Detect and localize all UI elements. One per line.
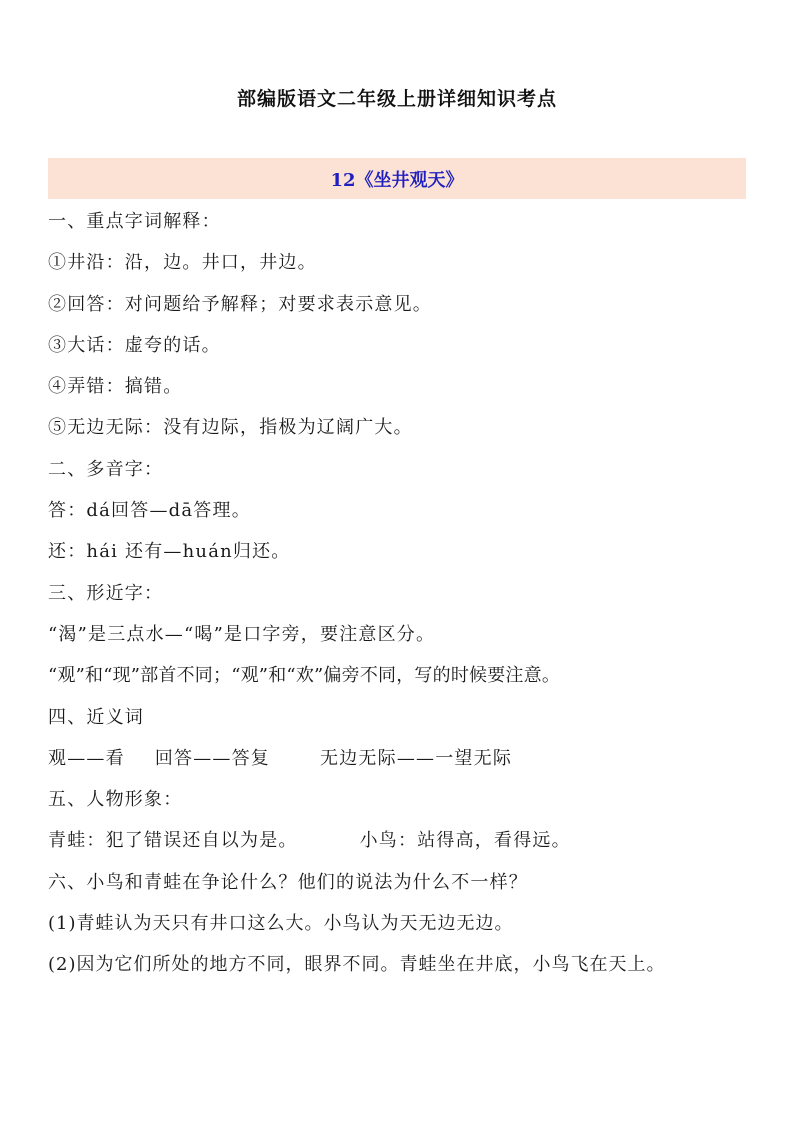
polyphone-item-1: 答：dá回答—dā答理。 <box>48 500 251 522</box>
vocab-item-2: ②回答：对问题给予解释；对要求表示意见。 <box>48 293 432 315</box>
synonym-pair-2: 回答——答复 <box>154 747 271 769</box>
character-bird: 小鸟：站得高，看得远。 <box>359 830 571 852</box>
section-heading-vocabulary: 一、重点字词解释： <box>48 211 221 232</box>
character-row <box>48 820 758 861</box>
vocab-item-5: ⑤无边无际：没有边际，指极为辽阔广大。 <box>48 417 413 439</box>
vocab-item-4: ④弄错：搞错。 <box>48 376 183 398</box>
vocab-item-3: ③大话：虚夸的话。 <box>48 334 221 356</box>
vocab-item-1: ①井沿：沿，边。井口，井边。 <box>48 252 317 274</box>
section-heading-synonyms: 四、近义词 <box>48 706 144 728</box>
page-title: 部编版语文二年级上册详细知识考点 <box>236 88 557 110</box>
lesson-title: 12《坐井观天》 <box>330 169 464 191</box>
synonym-pair-1: 观——看 <box>48 747 125 769</box>
lesson-banner <box>48 158 746 199</box>
synonym-row <box>48 738 758 779</box>
answer-item-2: (2)因为它们所处的地方不同，眼界不同。青蛙坐在井底，小鸟飞在天上。 <box>48 954 666 976</box>
section-heading-similar-chars: 三、形近字： <box>48 582 164 604</box>
similar-char-item-2: “观”和“现”部首不同；“观”和“欢”偏旁不同，写的时候要注意。 <box>48 665 561 687</box>
section-heading-characters: 五、人物形象： <box>48 789 183 811</box>
polyphone-item-2: 还：hái 还有—huán归还。 <box>48 541 291 563</box>
section-heading-polyphones: 二、多音字： <box>48 458 164 480</box>
section-heading-question: 六、小鸟和青蛙在争论什么？他们的说法为什么不一样？ <box>48 871 528 893</box>
answer-item-1: (1)青蛙认为天只有井口这么大。小鸟认为天无边无边。 <box>48 913 514 935</box>
document-body <box>48 201 758 986</box>
synonym-pair-3: 无边无际——一望无际 <box>320 747 513 769</box>
similar-char-item-1: “渴”是三点水—“喝”是口字旁，要注意区分。 <box>48 623 436 645</box>
character-frog: 青蛙：犯了错误还自以为是。 <box>48 830 298 852</box>
